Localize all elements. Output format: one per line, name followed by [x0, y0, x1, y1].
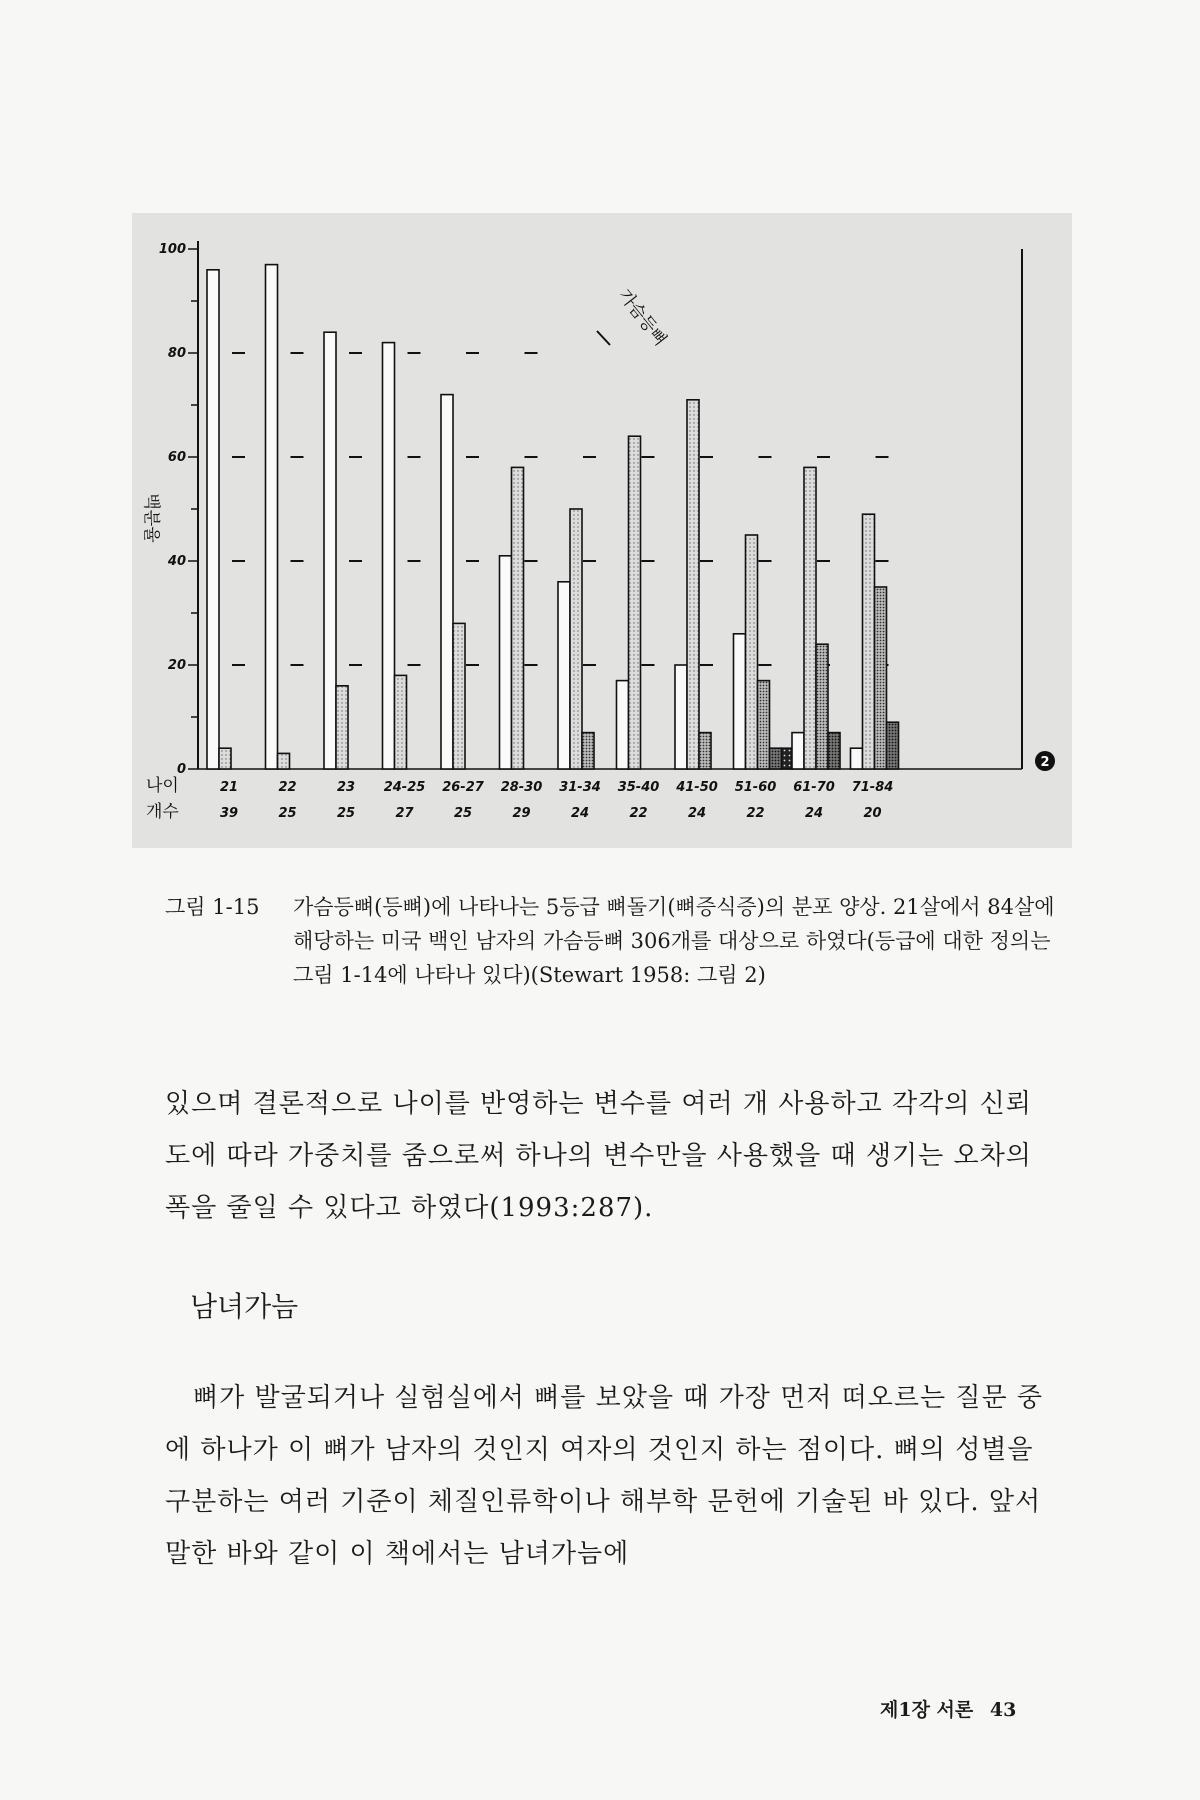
bar-35-40-grade-1 [629, 436, 641, 769]
count-label: 24 [804, 806, 824, 821]
bar-21-grade-1 [219, 748, 231, 769]
caption-label: 그림 1-15 [165, 895, 260, 919]
age-label: 61-70 [793, 780, 835, 795]
bar-24-25-grade-0 [383, 343, 395, 769]
bar-71-84-grade-0 [851, 748, 863, 769]
chart-figure [132, 213, 1072, 848]
bar-26-27-grade-0 [441, 395, 453, 769]
bar-41-50-grade-2 [699, 733, 711, 769]
caption-text: 가슴등뼈(등뼈)에 나타나는 5등급 뼈돌기(뼈증식증)의 분포 양상. 21살에서 84살에 해당하는 미국 백인 남자의 가슴등뼈 306개를 대상으로 하였다(등급에 대한 정의는 그림 1-14에 나타나 있다)(Stewart 1958: 그림 2) [293, 895, 1055, 987]
count-label: 25 [278, 806, 297, 821]
age-label: 71-84 [851, 780, 894, 795]
count-label: 25 [336, 806, 356, 821]
badge-number: 2 [1040, 755, 1050, 770]
bar-41-50-grade-1 [687, 400, 699, 769]
y-tick-label: 40 [167, 554, 186, 569]
page-number: 43 [989, 1699, 1017, 1721]
bar-61-70-grade-2 [816, 644, 828, 769]
count-label: 39 [219, 806, 239, 821]
bar-61-70-grade-0 [792, 733, 804, 769]
count-label: 22 [629, 806, 648, 821]
bars [207, 265, 899, 769]
age-label: 26-27 [442, 780, 484, 795]
bar-31-34-grade-1 [570, 509, 582, 769]
bar-61-70-grade-3 [828, 733, 840, 769]
body-paragraph-1: 있으며 결론적으로 나이를 반영하는 변수를 여러 개 사용하고 각각의 신뢰도에 따라 가중치를 줌으로써 하나의 변수만을 사용했을 때 생기는 오차의 폭을 줄일 수 있다고 하였다(1993:287). [165, 1089, 1032, 1223]
bar-51-60-grade-0 [734, 634, 746, 769]
bar-51-60-grade-2 [758, 681, 770, 769]
age-label: 41-50 [676, 780, 718, 795]
bar-26-27-grade-1 [453, 623, 465, 769]
count-label: 20 [863, 806, 882, 821]
count-label: 27 [395, 806, 414, 821]
figure-caption [165, 890, 1055, 992]
page-footer [880, 1695, 1016, 1722]
age-label: 21 [219, 780, 239, 795]
category-labels [220, 780, 893, 821]
age-label: 22 [278, 780, 297, 795]
bar-22-grade-0 [266, 265, 278, 769]
bar-23-grade-0 [324, 332, 336, 769]
section-heading: 남녀가늠 [190, 1290, 299, 1323]
age-label: 23 [336, 780, 356, 795]
bar-chart [132, 213, 1072, 848]
body-paragraph-2: 뼈가 발굴되거나 실험실에서 뼈를 보았을 때 가장 먼저 떠오르는 질문 중에 하나가 이 뼈가 남자의 것인지 여자의 것인지 하는 점이다. 뼈의 성별을 구분하는 여러 기준이 체질인류학이나 해부학 문헌에 기술된 바 있다. 앞서 말한 바와 같이 이 책에서는 남녀가늠에 [165, 1383, 1044, 1569]
thoracic-annotation: 가슴등뼈 [614, 285, 671, 350]
age-label: 28-30 [500, 780, 543, 795]
y-axis-label: 백분율 [141, 493, 161, 543]
bar-24-25-grade-1 [395, 675, 407, 769]
bar-35-40-grade-0 [617, 681, 629, 769]
bar-22-grade-1 [278, 753, 290, 769]
y-tick-label: 80 [167, 346, 186, 361]
bar-28-30-grade-0 [500, 556, 512, 769]
count-row-label: 개수 [146, 802, 179, 822]
y-tick-label: 0 [176, 762, 186, 777]
y-tick-label: 20 [167, 658, 186, 673]
count-label: 24 [570, 806, 590, 821]
bar-71-84-grade-3 [887, 722, 899, 769]
age-label: 24-25 [383, 780, 426, 795]
bar-71-84-grade-1 [863, 514, 875, 769]
bar-23-grade-1 [336, 686, 348, 769]
count-label: 24 [687, 806, 707, 821]
y-axis [159, 241, 1022, 777]
bar-31-34-grade-2 [582, 733, 594, 769]
age-label: 51-60 [734, 780, 777, 795]
y-tick-label: 60 [167, 450, 186, 465]
count-label: 25 [453, 806, 473, 821]
annotation-arrow [597, 331, 610, 345]
age-row-label: 나이 [146, 776, 179, 796]
y-tick-label: 100 [158, 242, 186, 257]
bar-51-60-grade-3 [770, 748, 782, 769]
bar-41-50-grade-0 [675, 665, 687, 769]
bar-28-30-grade-1 [512, 467, 524, 769]
bar-51-60-grade-1 [746, 535, 758, 769]
age-label: 31-34 [559, 780, 601, 795]
bar-71-84-grade-2 [875, 587, 887, 769]
count-label: 22 [746, 806, 765, 821]
bar-61-70-grade-1 [804, 467, 816, 769]
chapter-title: 제1장 서론 [880, 1699, 974, 1721]
age-label: 35-40 [617, 780, 660, 795]
bar-31-34-grade-0 [558, 582, 570, 769]
count-label: 29 [512, 806, 531, 821]
bar-21-grade-0 [207, 270, 219, 769]
